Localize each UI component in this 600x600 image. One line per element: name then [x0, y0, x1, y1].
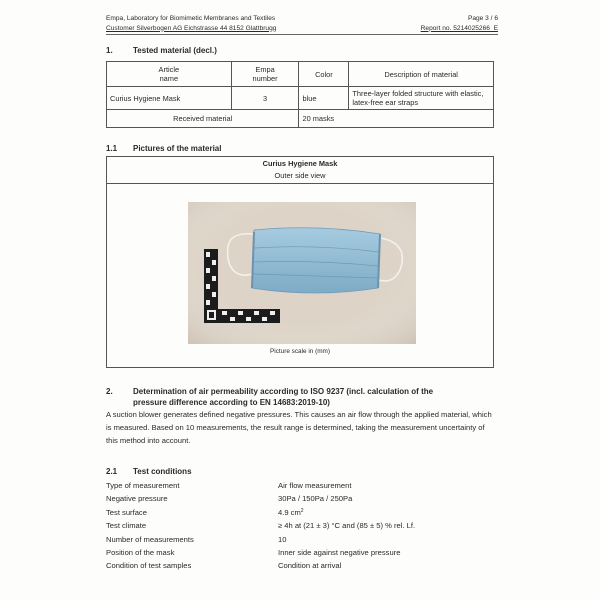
- section-2-number: 2.: [106, 387, 113, 396]
- mask-photo: [188, 202, 416, 344]
- list-item: [106, 561, 496, 574]
- mask-body: [252, 228, 380, 293]
- section-2-title-line1: Determination of air permeability according to ISO 9237 (incl. calculation of the: [133, 387, 434, 396]
- section-1-1-heading: [106, 144, 221, 153]
- col-header-article: Article name: [107, 62, 232, 87]
- condition-key: Number of measurements: [106, 534, 194, 544]
- section-2-1-heading: [106, 467, 192, 476]
- condition-value-wrap: [278, 508, 304, 517]
- section-1-heading: [106, 46, 217, 55]
- condition-value: Condition at arrival: [278, 561, 342, 571]
- section-2-1-title: Test conditions: [133, 467, 192, 476]
- header-left: [106, 14, 276, 33]
- picture-box-title: Curius Hygiene Mask: [262, 159, 338, 168]
- condition-value: 10: [278, 534, 287, 544]
- cell-color: blue: [299, 87, 349, 110]
- list-item: [106, 508, 496, 521]
- header-customer: Customer Silverbogen AG Eichstrasse 44 8152 Glattbrugg: [106, 24, 277, 32]
- header-divider: [106, 34, 498, 35]
- condition-value: 30Pa / 150Pa / 250Pa: [278, 494, 353, 504]
- section-2-paragraph: A suction blower generates defined negative pressures. This causes an air flow through the applied material, which is measured. Based on 10 measurements, the result range is determined, taking the measurement uncertainty of this method into account.: [106, 410, 492, 445]
- picture-box-subtitle: Outer side view: [274, 171, 326, 180]
- condition-key: Position of the mask: [106, 547, 175, 557]
- list-item: [106, 548, 496, 561]
- condition-key: Negative pressure: [106, 494, 168, 504]
- col-header-empa-number: Empa number: [231, 62, 299, 87]
- cell-received-value: 20 masks: [299, 110, 494, 128]
- condition-key: Test climate: [106, 521, 147, 531]
- condition-value-superscript: 2: [300, 507, 304, 514]
- condition-key: Condition of test samples: [106, 561, 192, 571]
- section-2-heading: [106, 386, 433, 408]
- material-table: [106, 61, 494, 128]
- header-right: [421, 14, 498, 33]
- condition-value: Air flow measurement: [278, 481, 352, 490]
- picture-box-divider: [107, 183, 493, 184]
- section-2-1-number: 2.1: [106, 467, 118, 476]
- condition-value: Inner side against negative pressure: [278, 547, 401, 557]
- list-item: [106, 521, 496, 534]
- table-row: [107, 87, 494, 110]
- condition-value: ≥ 4h at (21 ± 3) °C and (85 ± 5) % rel. Lf.: [278, 521, 416, 531]
- picture-box: [106, 156, 494, 368]
- section-2-title-line2: pressure difference according to EN 14683:2019-10): [133, 398, 330, 407]
- header-page: Page 3 / 6: [467, 15, 498, 22]
- condition-value: 4.9 cm: [278, 507, 301, 517]
- cell-article: Curius Hygiene Mask: [107, 87, 232, 110]
- cell-empa-number: 3: [231, 87, 299, 110]
- list-item: [106, 494, 496, 507]
- list-item: [106, 535, 496, 548]
- header-lab: Empa, Laboratory for Biomimetic Membranes and Textiles: [106, 15, 276, 22]
- list-item: [106, 481, 496, 494]
- condition-key: Test surface: [106, 507, 147, 517]
- condition-key: Type of measurement: [106, 481, 180, 490]
- section-1-1-title: Pictures of the material: [133, 144, 222, 153]
- cell-description: Three-layer folded structure with elastic, latex-free ear straps: [349, 87, 494, 110]
- test-conditions-list: [106, 481, 496, 575]
- col-header-color: Color: [299, 62, 349, 87]
- section-1-number: 1.: [106, 46, 113, 55]
- picture-caption: Picture scale in (mm): [269, 348, 330, 355]
- col-header-description: Description of material: [349, 62, 494, 87]
- section-1-title: Tested material (decl.): [133, 46, 217, 55]
- cell-received-label: Received material: [107, 110, 299, 128]
- table-row: [107, 110, 494, 128]
- header-report-no: Report no. 5214025266_E: [420, 24, 498, 32]
- section-1-1-number: 1.1: [106, 144, 118, 153]
